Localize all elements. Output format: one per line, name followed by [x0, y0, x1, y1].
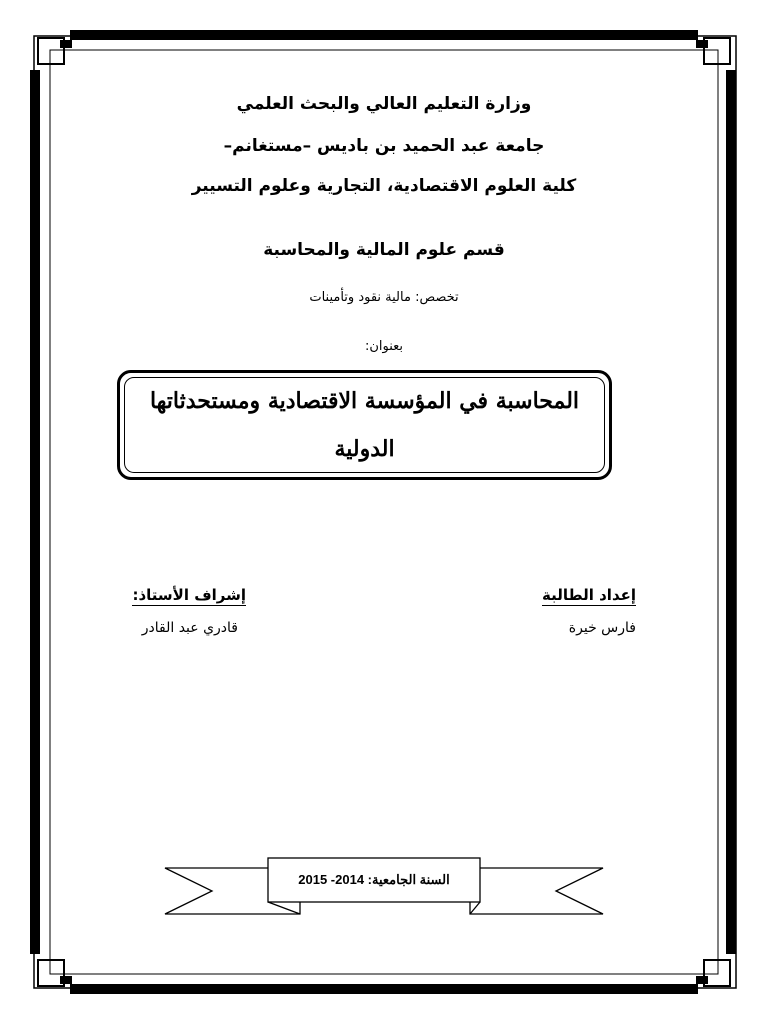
faculty-heading: كلية العلوم الاقتصادية، التجارية وعلوم التسيير — [191, 176, 577, 196]
specialization-text: تخصص: مالية نقود وتأمينات — [309, 290, 459, 305]
title-label: بعنوان: — [364, 339, 404, 354]
university-heading: جامعة عبد الحميد بن باديس –مستغانم– — [223, 136, 545, 156]
department-heading: قسم علوم المالية والمحاسبة — [263, 240, 505, 260]
supervisor-name: قادري عبد القادر — [141, 620, 238, 636]
student-name: فارس خيرة — [568, 620, 636, 636]
thesis-title: المحاسبة في المؤسسة الاقتصادية ومستحدثاتها الدولية — [149, 388, 580, 462]
supervisor-label: إشراف الأستاذ: — [132, 586, 246, 604]
academic-year: السنة الجامعية: 2014- 2015 — [298, 872, 450, 887]
ministry-heading: وزارة التعليم العالي والبحث العلمي — [236, 94, 532, 114]
student-label: إعداد الطالبة — [542, 586, 636, 604]
